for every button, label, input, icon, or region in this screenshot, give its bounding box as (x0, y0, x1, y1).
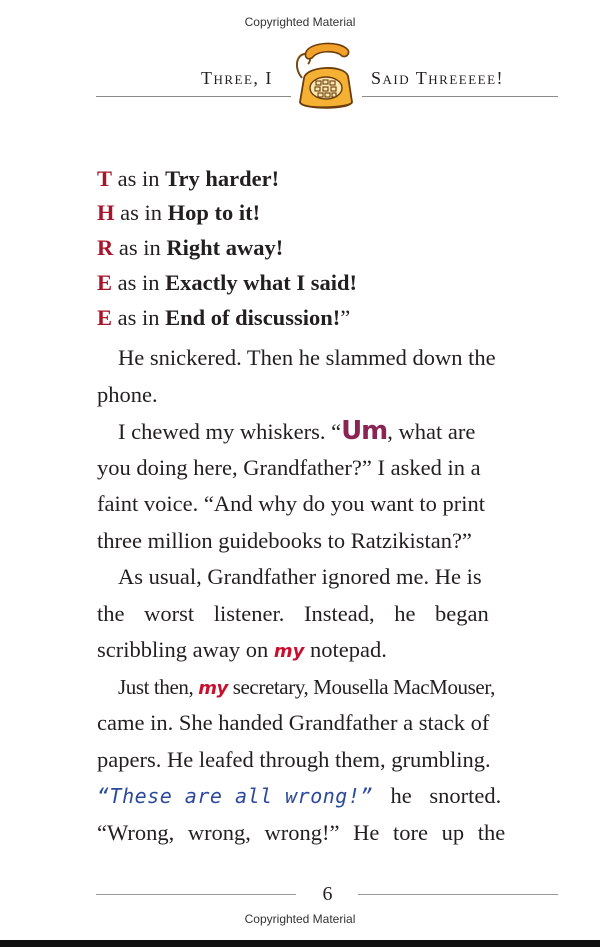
acrostic-phrase: Hop to it! (167, 200, 261, 225)
text-run: he snorted. (372, 783, 502, 808)
text-line (97, 669, 559, 706)
acrostic-phrase: Right away! (166, 235, 284, 260)
acrostic-letter: E (97, 305, 113, 330)
acrostic-letter: R (97, 235, 114, 260)
acrostic-connector: as in (112, 270, 166, 295)
acrostic-phrase: Exactly what I said! (165, 270, 358, 295)
chapter-title-left: Three, I (201, 68, 273, 88)
text-line (97, 815, 559, 852)
text-run: secretary, Mousella MacMouser, (227, 674, 495, 699)
text-run: As usual, Grandfather ignored me. He is (118, 564, 482, 589)
acrostic-phrase: End of discussion! (165, 305, 341, 330)
text-run: papers. He leafed through them, grumbling. (97, 746, 491, 772)
chapter-title-right: Said Threeeee! (371, 68, 505, 88)
um-word: Um (341, 416, 388, 446)
text-line (97, 559, 559, 596)
text-line (97, 523, 559, 560)
acrostic-connector: as in (114, 200, 168, 225)
text-line (97, 742, 559, 779)
header-rule-left (96, 96, 291, 97)
acrostic-connector: as in (112, 166, 166, 191)
text-line (97, 450, 559, 487)
text-line (97, 486, 559, 523)
my-word: my (198, 677, 228, 699)
acrostic-connector: as in (112, 305, 166, 330)
text-run: the worst listener. Instead, he began (97, 600, 489, 626)
text-line (97, 705, 559, 742)
text-line (97, 377, 559, 414)
acrostic-line-e2 (97, 305, 350, 331)
text-run: , what are (387, 419, 476, 444)
acrostic-line-r (97, 235, 283, 261)
closing-quote: ” (340, 305, 351, 330)
acrostic-line-t (97, 166, 279, 192)
acrostic-letter: E (97, 270, 113, 295)
text-run: scribbling away on (97, 637, 274, 662)
acrostic-phrase: Try harder! (165, 166, 280, 191)
shout-text: “These are all wrong!” (97, 784, 373, 808)
acrostic-connector: as in (113, 235, 167, 260)
scan-edge-bar (0, 940, 600, 947)
text-run: faint voice. “And why do you want to print (97, 491, 486, 516)
text-line (97, 413, 559, 450)
text-line (97, 340, 559, 377)
copyright-notice-top: Copyrighted Material (244, 15, 356, 29)
acrostic-letter: T (97, 166, 113, 191)
text-run: Just then, (118, 674, 199, 699)
acrostic-line-h (97, 200, 260, 226)
copyright-notice-bottom: Copyrighted Material (244, 912, 356, 926)
text-run: I chewed my whiskers. “ (118, 419, 342, 444)
acrostic-letter: H (97, 200, 115, 225)
text-line (97, 632, 559, 669)
page-number: 6 (322, 883, 333, 905)
header-rule-right (362, 96, 558, 97)
text-run: came in. She handed Grandfather a stack of (97, 710, 490, 735)
text-run: notepad. (304, 637, 387, 662)
text-line (97, 778, 559, 815)
text-line (97, 596, 559, 633)
text-run: you doing here, Grandfather?” I asked in a (97, 454, 481, 480)
text-run: three million guidebooks to Ratzikistan?” (97, 527, 472, 553)
body-text (97, 340, 559, 851)
text-run: “Wrong, wrong, wrong!” He tore up the (97, 819, 506, 845)
my-word: my (273, 641, 305, 662)
text-run: phone. (97, 381, 158, 407)
telephone-icon (292, 38, 358, 114)
acrostic-line-e1 (97, 270, 357, 296)
text-run: He snickered. Then he slammed down the (118, 345, 496, 370)
